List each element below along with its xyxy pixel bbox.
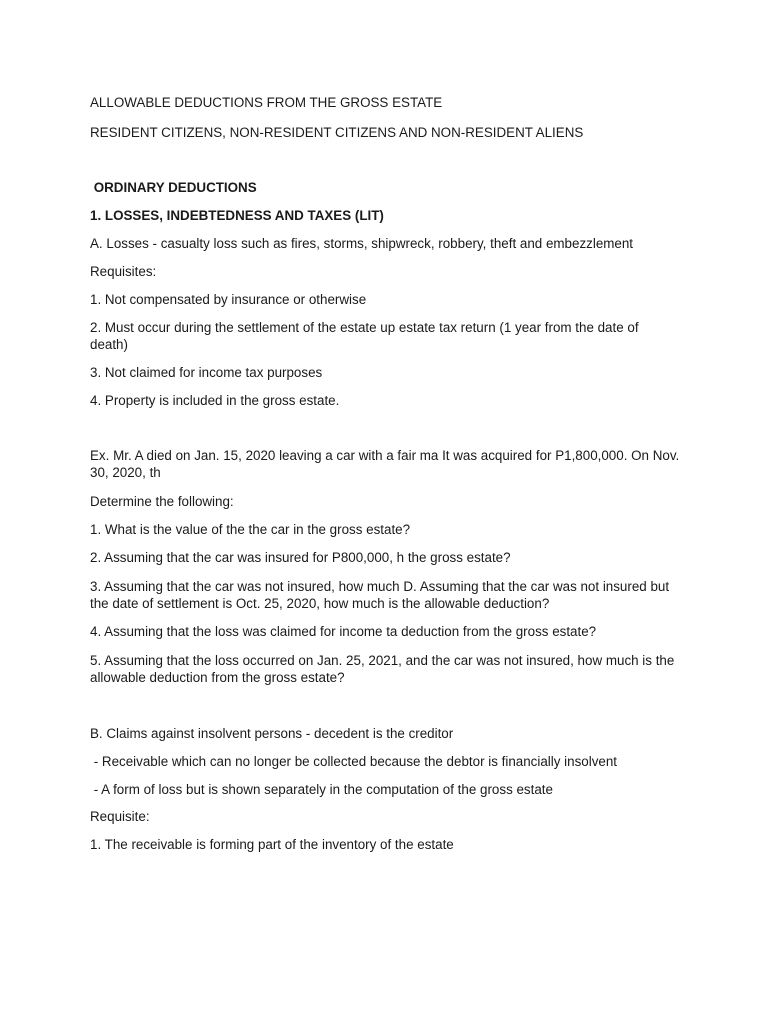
question-item: 3. Assuming that the car was not insured, how much D. Assuming that the car was not insured but the date of settlement is Oct. 25, 2020, how much is the allowable deduction?	[90, 579, 670, 611]
requisite-item: 2. Must occur during the settlement of the estate up estate tax return (1 year from the date of death)	[90, 320, 639, 352]
item1-heading: 1. LOSSES, INDEBTEDNESS AND TAXES (LIT)	[90, 208, 384, 223]
document-title: ALLOWABLE DEDUCTIONS FROM THE GROSS ESTATE	[90, 95, 443, 110]
claims-point: - A form of loss but is shown separately in the computation of the gross estate	[90, 782, 553, 797]
determine-label: Determine the following:	[90, 494, 234, 509]
losses-definition: A. Losses - casualty loss such as fires, storms, shipwreck, robbery, theft and embezzlement	[90, 236, 634, 251]
example-paragraph: Ex. Mr. A died on Jan. 15, 2020 leaving a car with a fair ma It was acquired for P1,800,000. On Nov. 30, 2020, th	[90, 448, 680, 480]
requisite-item: 3. Not claimed for income tax purposes	[90, 365, 323, 380]
question-item: 1. What is the value of the the car in the gross estate?	[90, 522, 411, 537]
claims-heading: B. Claims against insolvent persons - decedent is the creditor	[90, 726, 454, 741]
section-heading: ORDINARY DEDUCTIONS	[90, 180, 257, 195]
question-item: 5. Assuming that the loss occurred on Jan. 25, 2021, and the car was not insured, how much is the allowable deduction from the gross estate?	[90, 653, 675, 685]
requisite-item: 1. The receivable is forming part of the inventory of the estate	[90, 837, 454, 852]
requisite-label: Requisite:	[90, 809, 150, 824]
claims-point: - Receivable which can no longer be collected because the debtor is financially insolvent	[90, 754, 618, 769]
requisite-item: 4. Property is included in the gross estate.	[90, 393, 340, 408]
requisites-label: Requisites:	[90, 264, 157, 279]
question-item: 2. Assuming that the car was insured for P800,000, h the gross estate?	[90, 550, 511, 565]
requisite-item: 1. Not compensated by insurance or otherwise	[90, 292, 367, 307]
question-item: 4. Assuming that the loss was claimed for income ta deduction from the gross estate?	[90, 624, 597, 639]
document-subtitle: RESIDENT CITIZENS, NON-RESIDENT CITIZENS AND NON-RESIDENT ALIENS	[90, 125, 584, 140]
